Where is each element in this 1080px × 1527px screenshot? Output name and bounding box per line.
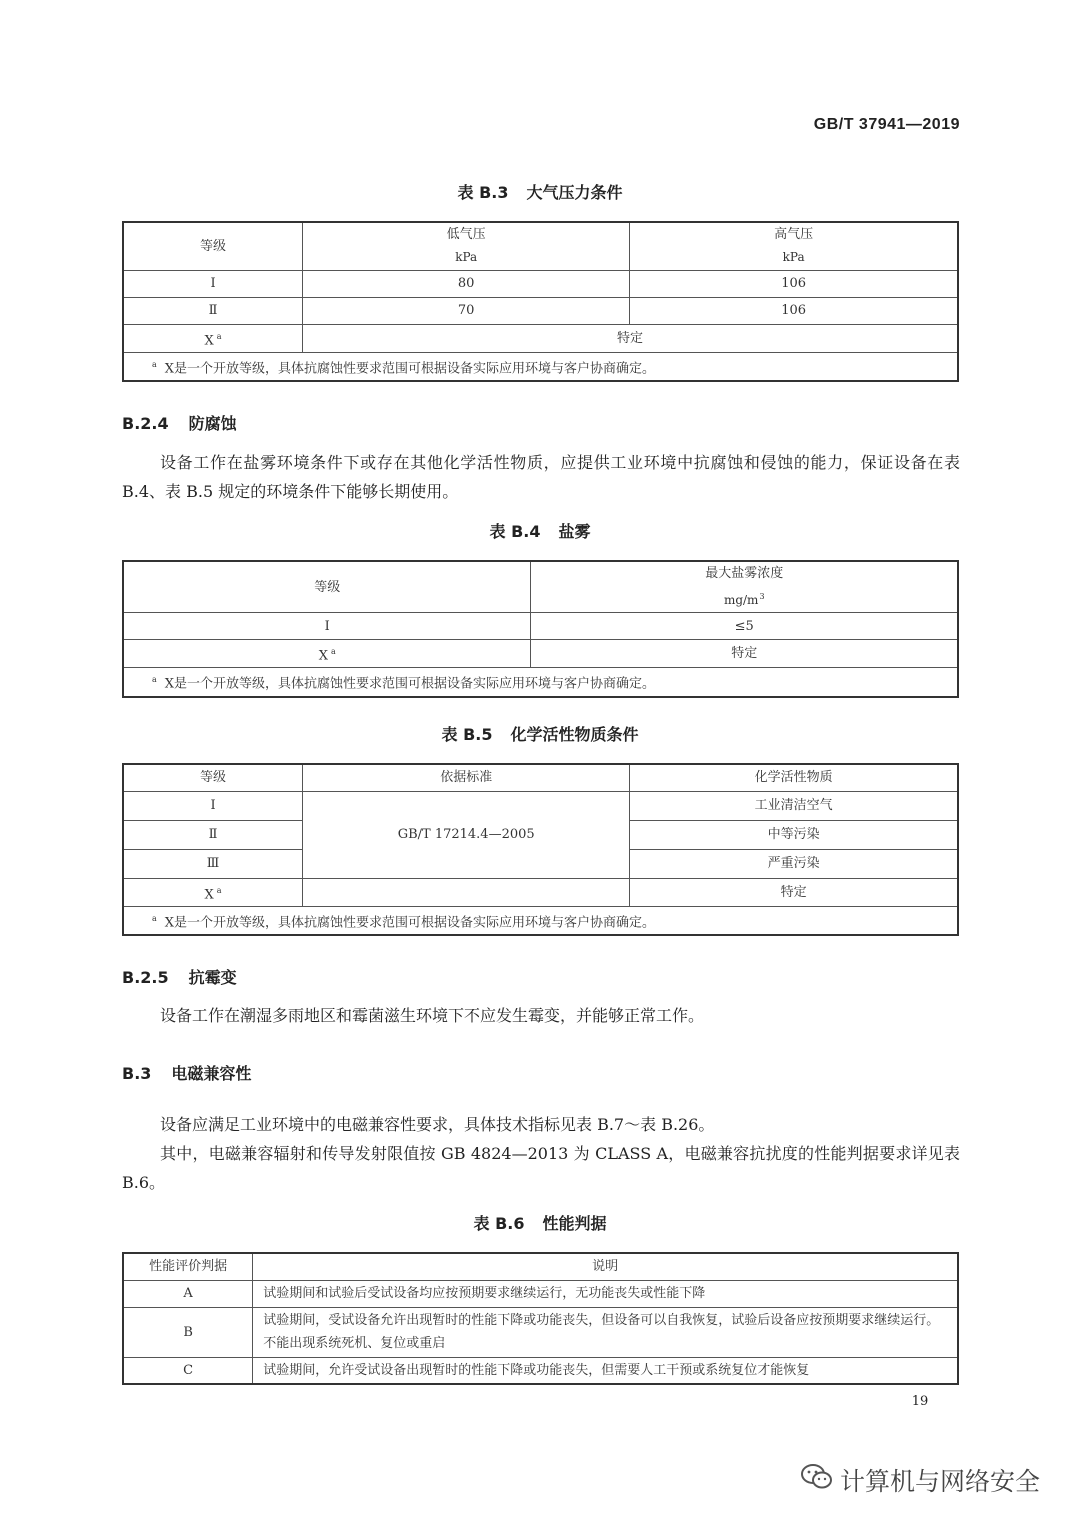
section-title: 抗霉变 bbox=[188, 968, 237, 987]
note-text: Ⅹ是一个开放等级，具体抗腐蚀性要求范围可根据设备实际应用环境与客户协商确定。 bbox=[164, 915, 656, 931]
table-b3 bbox=[122, 221, 959, 382]
section-number: B.2.5 bbox=[122, 968, 169, 987]
table-b5-title: 化学活性物质条件 bbox=[510, 725, 639, 744]
footnote-mark: a bbox=[216, 331, 222, 341]
table-b3-title: 大气压力条件 bbox=[526, 183, 623, 202]
header-cell-grade: 等级 bbox=[123, 764, 303, 791]
header-label: 高气压 bbox=[774, 227, 814, 243]
section-heading-b25 bbox=[122, 965, 237, 988]
grade-cell bbox=[123, 324, 303, 352]
header-cell-description: 说明 bbox=[253, 1253, 958, 1280]
table-b4-number: 表 B.4 bbox=[489, 522, 541, 541]
table-b6-title: 性能判据 bbox=[542, 1214, 607, 1233]
watermark-text: 计算机与网络安全 bbox=[840, 1467, 1041, 1496]
table-note-row bbox=[123, 668, 958, 697]
paragraph-b24: 设备工作在盐雾环境条件下或存在其他化学活性物质，应提供工业环境中抗腐蚀和侵蚀的能力，保证设备在表 B.4、表 B.5 规定的环境条件下能够长期使用。 bbox=[122, 453, 960, 501]
table-header-row bbox=[123, 561, 958, 613]
header-unit: kPa bbox=[455, 250, 478, 265]
table-header-row bbox=[123, 1253, 958, 1280]
section-number: B.3 bbox=[122, 1064, 152, 1083]
grade-label: Ⅹ bbox=[204, 886, 214, 902]
header-cell-standard: 依据标准 bbox=[303, 764, 630, 791]
table-note-row bbox=[123, 906, 958, 935]
grade-cell bbox=[123, 878, 303, 906]
footnote-mark: a bbox=[216, 885, 222, 895]
table-b5-caption bbox=[0, 722, 1080, 745]
table-row bbox=[123, 270, 958, 297]
table-b3-number: 表 B.3 bbox=[457, 183, 509, 202]
table-row bbox=[123, 1280, 958, 1307]
header-cell-high-pressure bbox=[630, 222, 958, 270]
header-cell-grade: 等级 bbox=[123, 222, 303, 270]
footnote-mark: a bbox=[152, 359, 157, 369]
standard-cell: GB/T 17214.4—2005 bbox=[303, 791, 630, 878]
standard-code: GB/T 37941—2019 bbox=[813, 116, 960, 133]
note-text: Ⅹ是一个开放等级，具体抗腐蚀性要求范围可根据设备实际应用环境与客户协商确定。 bbox=[164, 361, 656, 377]
table-b5 bbox=[122, 763, 959, 936]
section-number: B.2.4 bbox=[122, 414, 169, 433]
grade-cell: Ⅲ bbox=[123, 849, 303, 878]
table-row bbox=[123, 878, 958, 906]
header-cell-substance: 化学活性物质 bbox=[630, 764, 958, 791]
section-title: 电磁兼容性 bbox=[171, 1064, 252, 1083]
description-cell: 试验期间，受试设备允许出现暂时的性能下降或功能丧失，但设备可以自我恢复，试验后设备应按预期要求继续运行。不能出现系统死机、复位或重启 bbox=[253, 1307, 958, 1357]
header-label: 低气压 bbox=[446, 227, 486, 243]
substance-cell: 工业清洁空气 bbox=[630, 791, 958, 820]
header-label: 最大盐雾浓度 bbox=[705, 566, 784, 581]
page-number: 19 bbox=[911, 1394, 929, 1409]
criterion-cell: A bbox=[123, 1280, 253, 1307]
value-cell: 特定 bbox=[531, 640, 958, 668]
table-row bbox=[123, 613, 958, 640]
header-cell-criterion: 性能评价判据 bbox=[123, 1253, 253, 1280]
footnote-mark: a bbox=[152, 675, 157, 685]
table-b5-number: 表 B.5 bbox=[441, 725, 493, 744]
table-b6-caption bbox=[0, 1211, 1080, 1234]
table-row bbox=[123, 1357, 958, 1384]
header-cell-max-salt-fog bbox=[531, 561, 958, 613]
paragraph-b25: 设备工作在潮湿多雨地区和霉菌滋生环境下不应发生霉变，并能够正常工作。 bbox=[160, 1006, 705, 1025]
value-cell: ≤5 bbox=[531, 613, 958, 640]
watermark bbox=[800, 1462, 1040, 1498]
table-note bbox=[123, 668, 958, 697]
table-row bbox=[123, 1307, 958, 1357]
specific-cell: 特定 bbox=[303, 324, 958, 352]
substance-cell: 严重污染 bbox=[630, 849, 958, 878]
standard-cell-empty bbox=[303, 878, 630, 906]
paragraph-b3-2: 其中，电磁兼容辐射和传导发射限值按 GB 4824—2013 为 CLASS A，电磁兼容抗扰度的性能判据要求详见表 B.6。 bbox=[122, 1144, 960, 1192]
table-b6 bbox=[122, 1252, 959, 1385]
criterion-cell: C bbox=[123, 1357, 253, 1384]
footnote-mark: a bbox=[152, 913, 157, 923]
description-cell: 试验期间和试验后受试设备均应按预期要求继续运行，无功能丧失或性能下降 bbox=[253, 1280, 958, 1307]
grade-cell bbox=[123, 640, 531, 668]
unit-superscript: 3 bbox=[759, 592, 765, 601]
table-row bbox=[123, 324, 958, 352]
header-cell-low-pressure bbox=[303, 222, 630, 270]
header-unit: kPa bbox=[782, 250, 805, 265]
substance-cell: 特定 bbox=[630, 878, 958, 906]
header-cell-grade: 等级 bbox=[123, 561, 531, 613]
table-b3-caption bbox=[0, 180, 1080, 203]
high-pressure-cell: 106 bbox=[630, 270, 958, 297]
substance-cell: 中等污染 bbox=[630, 820, 958, 849]
section-heading-b3 bbox=[122, 1061, 251, 1084]
low-pressure-cell: 80 bbox=[303, 270, 630, 297]
table-row bbox=[123, 297, 958, 324]
table-note bbox=[123, 906, 958, 935]
table-row bbox=[123, 791, 958, 820]
grade-cell: Ⅰ bbox=[123, 613, 531, 640]
footnote-mark: a bbox=[330, 647, 336, 656]
paragraph-b3-1: 设备应满足工业环境中的电磁兼容性要求，具体技术指标见表 B.7～表 B.26。 bbox=[160, 1115, 715, 1134]
grade-cell: Ⅱ bbox=[123, 297, 303, 324]
grade-cell: Ⅰ bbox=[123, 791, 303, 820]
table-b6-number: 表 B.6 bbox=[473, 1214, 525, 1233]
table-b4 bbox=[122, 560, 959, 698]
criterion-cell: B bbox=[123, 1307, 253, 1357]
wechat-icon bbox=[800, 1462, 840, 1498]
header-unit bbox=[531, 585, 957, 612]
grade-cell: Ⅰ bbox=[123, 270, 303, 297]
grade-label: Ⅹ bbox=[318, 648, 328, 664]
grade-cell: Ⅱ bbox=[123, 820, 303, 849]
low-pressure-cell: 70 bbox=[303, 297, 630, 324]
unit-text: mg/m bbox=[723, 593, 759, 607]
description-cell: 试验期间，允许受试设备出现暂时的性能下降或功能丧失，但需要人工干预或系统复位才能恢复 bbox=[253, 1357, 958, 1384]
note-text: Ⅹ是一个开放等级，具体抗腐蚀性要求范围可根据设备实际应用环境与客户协商确定。 bbox=[164, 676, 656, 692]
table-row bbox=[123, 640, 958, 668]
table-header-row bbox=[123, 764, 958, 791]
table-note bbox=[123, 352, 958, 381]
grade-label: Ⅹ bbox=[204, 332, 214, 348]
table-note-row bbox=[123, 352, 958, 381]
table-b4-title: 盐雾 bbox=[558, 522, 591, 541]
high-pressure-cell: 106 bbox=[630, 297, 958, 324]
section-heading-b24 bbox=[122, 411, 237, 434]
table-header-row bbox=[123, 222, 958, 270]
table-b4-caption bbox=[0, 519, 1080, 542]
section-title: 防腐蚀 bbox=[188, 414, 237, 433]
